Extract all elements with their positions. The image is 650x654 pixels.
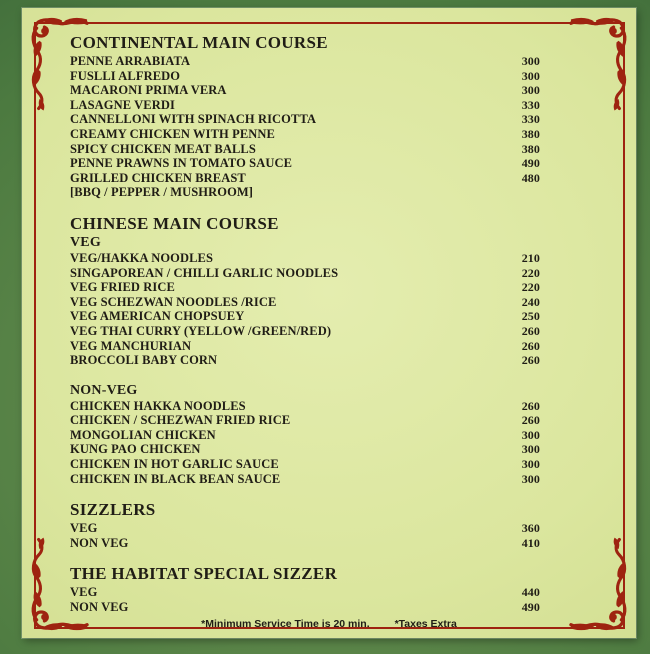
item-name: VEG FRIED RICE <box>70 280 175 295</box>
item-price: 410 <box>521 535 540 550</box>
item-price: 300 <box>521 471 540 486</box>
menu-item-row <box>70 442 540 457</box>
menu-item-row <box>70 295 540 310</box>
menu-group <box>70 54 540 200</box>
menu-item-row <box>70 353 540 368</box>
group-label: NON-VEG <box>70 382 138 398</box>
item-name: NON VEG <box>70 535 129 550</box>
item-name: KUNG PAO CHICKEN <box>70 442 201 457</box>
menu-group <box>70 585 540 614</box>
item-name: VEG THAI CURRY (YELLOW /GREEN/RED) <box>70 323 332 338</box>
item-name: VEG AMERICAN CHOPSUEY <box>70 309 245 324</box>
menu-item-row <box>70 428 540 443</box>
item-price: 490 <box>521 600 540 615</box>
item-price: 330 <box>521 112 540 127</box>
section-title: CONTINENTAL MAIN COURSE <box>70 33 328 52</box>
item-name: MACARONI PRIMA VERA <box>70 83 227 98</box>
menu-group <box>70 235 540 368</box>
item-price: 220 <box>521 265 540 280</box>
footer-notes <box>22 618 636 630</box>
item-name: MONGOLIAN CHICKEN <box>70 427 216 442</box>
menu-item-row <box>70 142 540 157</box>
item-price: 220 <box>521 280 540 295</box>
menu-item-row <box>70 472 540 487</box>
item-name: NON VEG <box>70 600 129 615</box>
item-name: VEG <box>70 585 98 600</box>
section-title: THE HABITAT SPECIAL SIZZER <box>70 564 338 584</box>
item-name: VEG/HAKKA NOODLES <box>70 250 214 265</box>
taxes-note: *Taxes Extra <box>394 618 457 630</box>
item-price: 300 <box>521 68 540 83</box>
menu-item-row <box>70 585 540 600</box>
menu-section <box>70 501 540 550</box>
item-name: FUSLLI ALFREDO <box>70 68 181 83</box>
corner-flourish-icon <box>569 13 631 111</box>
item-name: VEG MANCHURIAN <box>70 338 192 353</box>
menu-content <box>70 34 540 615</box>
section-title: CHINESE MAIN COURSE <box>70 213 279 233</box>
menu-item-row <box>70 280 540 295</box>
item-price: 300 <box>521 442 540 457</box>
item-price: 250 <box>521 309 540 324</box>
item-price: 210 <box>521 250 540 265</box>
item-name: VEG SCHEZWAN NOODLES /RICE <box>70 294 277 309</box>
item-name: LASAGNE VERDI <box>70 97 175 112</box>
menu-item-row <box>70 399 540 414</box>
item-price: 300 <box>521 54 540 68</box>
item-name: SINGAPOREAN / CHILLI GARLIC NOODLES <box>70 265 339 280</box>
item-name: PENNE PRAWNS IN TOMATO SAUCE <box>70 156 293 171</box>
item-price: 490 <box>521 156 540 171</box>
menu-item-row <box>70 156 540 171</box>
item-price: 300 <box>521 83 540 98</box>
item-name: PENNE ARRABIATA <box>70 54 191 68</box>
item-name: CHICKEN HAKKA NOODLES <box>70 398 246 413</box>
menu-item-row <box>70 457 540 472</box>
menu-item-row <box>70 127 540 142</box>
menu-item-row <box>70 54 540 69</box>
item-name: CREAMY CHICKEN WITH PENNE <box>70 126 275 141</box>
menu-section <box>70 565 540 614</box>
menu-item-row <box>70 324 540 339</box>
menu-item-row <box>70 600 540 615</box>
item-price: 260 <box>521 398 540 413</box>
menu-item-row <box>70 98 540 113</box>
menu-card <box>22 8 636 638</box>
section-title: SIZZLERS <box>70 500 156 520</box>
item-price: 330 <box>521 97 540 112</box>
item-name: CANNELLONI WITH SPINACH RICOTTA <box>70 112 317 127</box>
item-price: 260 <box>521 323 540 338</box>
item-price: 380 <box>521 141 540 156</box>
menu-item-row <box>70 266 540 281</box>
group-label: VEG <box>70 234 101 250</box>
menu-item-row <box>70 83 540 98</box>
menu-item-row <box>70 171 540 186</box>
item-price: 300 <box>521 457 540 472</box>
menu-item-row <box>70 413 540 428</box>
service-time-note: *Minimum Service Time is 20 min. <box>201 618 370 630</box>
menu-item-row <box>70 69 540 84</box>
item-name: VEG <box>70 521 98 536</box>
menu-item-row <box>70 309 540 324</box>
menu-section <box>70 215 540 486</box>
item-name: SPICY CHICKEN MEAT BALLS <box>70 141 256 156</box>
item-price: 260 <box>521 338 540 353</box>
item-price: 480 <box>521 170 540 185</box>
item-price: 360 <box>521 521 540 536</box>
menu-item-row <box>70 185 540 200</box>
menu-item-row <box>70 251 540 266</box>
item-price: 260 <box>521 413 540 428</box>
menu-item-row <box>70 536 540 551</box>
menu-item-row <box>70 521 540 536</box>
item-name: [BBQ / PEPPER / MUSHROOM] <box>70 185 254 200</box>
item-price: 260 <box>521 353 540 368</box>
item-price: 240 <box>521 294 540 309</box>
item-name: CHICKEN / SCHEZWAN FRIED RICE <box>70 413 291 428</box>
menu-group <box>70 383 540 487</box>
item-name: CHICKEN IN HOT GARLIC SAUCE <box>70 457 279 472</box>
item-name: BROCCOLI BABY CORN <box>70 353 218 368</box>
item-price: 380 <box>521 126 540 141</box>
menu-group <box>70 521 540 550</box>
item-price: 300 <box>521 427 540 442</box>
item-name: CHICKEN IN BLACK BEAN SAUCE <box>70 471 281 486</box>
menu-section <box>70 34 540 200</box>
menu-item-row <box>70 339 540 354</box>
menu-item-row <box>70 112 540 127</box>
item-name: GRILLED CHICKEN BREAST <box>70 170 246 185</box>
item-price: 440 <box>521 585 540 600</box>
